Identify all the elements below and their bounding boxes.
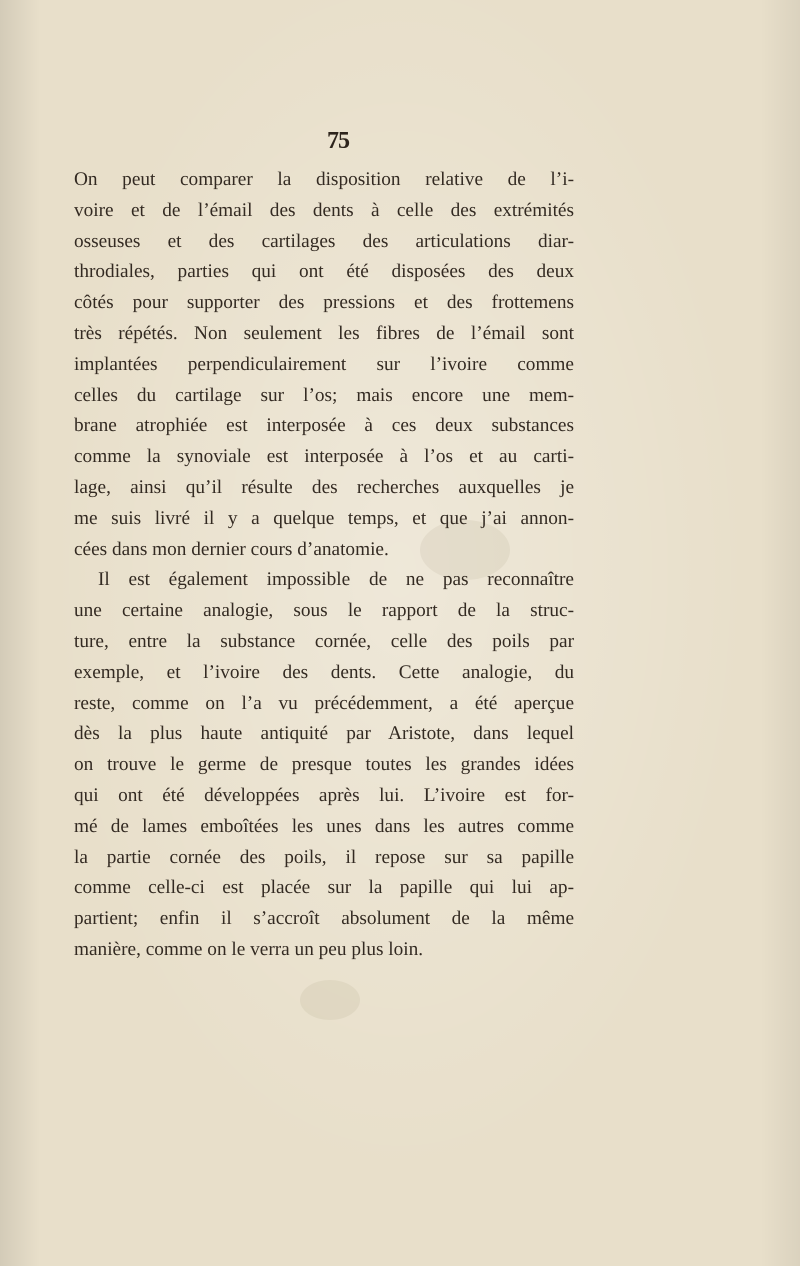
text-line: partient; enfin il s’accroît absolument de la même bbox=[74, 908, 574, 930]
text-line: me suis livré il y a quelque temps, et que j’ai annon- bbox=[74, 507, 574, 529]
text-line: qui ont été développées après lui. L’ivoire est for- bbox=[74, 784, 574, 806]
text-line: comme celle-ci est placée sur la papille qui lui ap- bbox=[74, 877, 574, 899]
body-text bbox=[74, 165, 574, 966]
text-line: la partie cornée des poils, il repose sur sa papille bbox=[74, 846, 574, 868]
text-line: ture, entre la substance cornée, celle des poils par bbox=[74, 630, 574, 652]
text-line: exemple, et l’ivoire des dents. Cette analogie, du bbox=[74, 661, 574, 683]
text-line: lage, ainsi qu’il résulte des recherches auxquelles je bbox=[74, 476, 574, 498]
text-line: implantées perpendiculairement sur l’ivoire comme bbox=[74, 353, 574, 375]
text-line: osseuses et des cartilages des articulations diar- bbox=[74, 230, 574, 252]
text-line: très répétés. Non seulement les fibres de l’émail sont bbox=[74, 322, 574, 344]
paper-stain bbox=[300, 980, 360, 1020]
text-line: brane atrophiée est interposée à ces deux substances bbox=[74, 415, 574, 437]
text-line: reste, comme on l’a vu précédemment, a été aperçue bbox=[74, 692, 574, 714]
text-line: comme la synoviale est interposée à l’os et au carti- bbox=[74, 446, 574, 468]
text-line: cées dans mon dernier cours d’anatomie. bbox=[74, 538, 389, 560]
text-line: On peut comparer la disposition relative de l’i- bbox=[74, 169, 574, 190]
text-line: une certaine analogie, sous le rapport de la struc- bbox=[74, 600, 574, 622]
text-line: throdiales, parties qui ont été disposées des deux bbox=[74, 261, 574, 283]
text-line: on trouve le germe de presque toutes les grandes idées bbox=[74, 754, 574, 776]
text-line: voire et de l’émail des dents à celle des extrémités bbox=[74, 199, 574, 221]
text-line: Il est également impossible de ne pas reconnaître bbox=[98, 569, 574, 591]
text-line: côtés pour supporter des pressions et des frottemens bbox=[74, 292, 574, 314]
text-line: mé de lames emboîtées les unes dans les autres comme bbox=[74, 815, 574, 837]
text-line: manière, comme on le verra un peu plus loin. bbox=[74, 938, 424, 960]
text-line: celles du cartilage sur l’os; mais encore une mem- bbox=[74, 384, 574, 406]
text-line: dès la plus haute antiquité par Aristote, dans lequel bbox=[74, 723, 574, 745]
page-number: 75 bbox=[327, 128, 349, 154]
